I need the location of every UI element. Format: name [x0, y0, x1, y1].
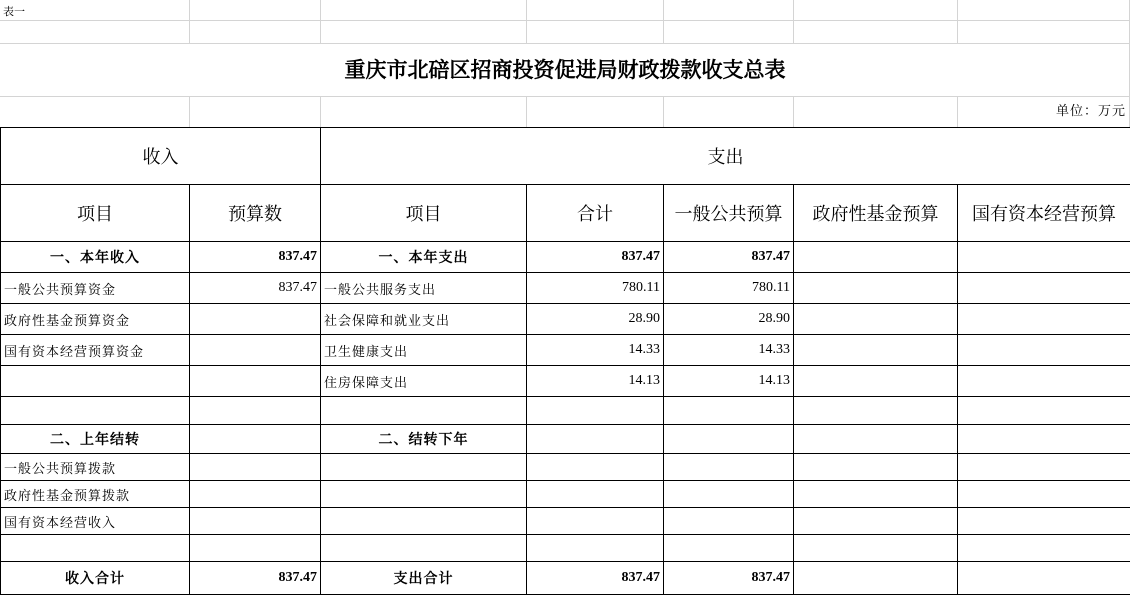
budget-table [0, 127, 1130, 595]
expense-total-cell [527, 481, 664, 508]
table-number-note: 表一 [3, 5, 25, 18]
general-budget-cell: 14.13 [664, 366, 794, 397]
col-header-expense-item: 项目 [321, 185, 527, 242]
table-row [1, 535, 1130, 562]
income-amount-cell [190, 425, 321, 454]
income-amount-cell [190, 481, 321, 508]
income-amount-cell [190, 535, 321, 562]
income-amount-cell: 837.47 [190, 562, 321, 595]
income-item-cell: 国有资本经营预算资金 [1, 335, 190, 366]
table-row [1, 562, 1130, 595]
expense-item-cell: 卫生健康支出 [321, 335, 527, 366]
col-header-income-item: 项目 [1, 185, 190, 242]
income-item-cell: 二、上年结转 [1, 425, 190, 454]
income-item-cell: 政府性基金预算拨款 [1, 481, 190, 508]
income-amount-cell [190, 508, 321, 535]
fund-budget-cell [794, 481, 958, 508]
expense-total-cell: 837.47 [527, 242, 664, 273]
state-capital-budget-cell [958, 366, 1130, 397]
expense-total-cell [527, 425, 664, 454]
income-item-cell: 国有资本经营收入 [1, 508, 190, 535]
general-budget-cell [664, 397, 794, 425]
col-header-general-budget: 一般公共预算 [664, 185, 794, 242]
table-row [1, 273, 1130, 304]
state-capital-budget-cell [958, 535, 1130, 562]
state-capital-budget-cell [958, 508, 1130, 535]
fund-budget-cell [794, 304, 958, 335]
general-budget-cell: 28.90 [664, 304, 794, 335]
state-capital-budget-cell [958, 273, 1130, 304]
header-row-group [1, 128, 1130, 185]
page-title: 重庆市北碚区招商投资促进局财政拨款收支总表 [344, 57, 786, 82]
expense-item-cell [321, 454, 527, 481]
fund-budget-cell [794, 242, 958, 273]
income-item-cell [1, 535, 190, 562]
expense-item-cell [321, 508, 527, 535]
expense-item-cell: 社会保障和就业支出 [321, 304, 527, 335]
expense-item-cell [321, 535, 527, 562]
expense-item-cell: 支出合计 [321, 562, 527, 595]
fund-budget-cell [794, 535, 958, 562]
income-item-cell: 政府性基金预算资金 [1, 304, 190, 335]
table-row [1, 242, 1130, 273]
general-budget-cell [664, 481, 794, 508]
expense-total-cell: 14.13 [527, 366, 664, 397]
state-capital-budget-cell [958, 242, 1130, 273]
fund-budget-cell [794, 397, 958, 425]
col-header-budget: 预算数 [190, 185, 321, 242]
expense-total-cell: 14.33 [527, 335, 664, 366]
expense-total-cell: 837.47 [527, 562, 664, 595]
expense-total-cell [527, 397, 664, 425]
general-budget-cell [664, 508, 794, 535]
state-capital-budget-cell [958, 481, 1130, 508]
fund-budget-cell [794, 425, 958, 454]
income-item-cell: 一般公共预算拨款 [1, 454, 190, 481]
table-row [1, 481, 1130, 508]
expense-item-cell [321, 481, 527, 508]
income-item-cell: 收入合计 [1, 562, 190, 595]
income-amount-cell [190, 454, 321, 481]
expense-item-cell: 二、结转下年 [321, 425, 527, 454]
expense-total-cell [527, 508, 664, 535]
col-header-state-capital-budget: 国有资本经营预算 [958, 185, 1130, 242]
income-header: 收入 [1, 128, 321, 185]
header-row-columns [1, 185, 1130, 242]
fund-budget-cell [794, 508, 958, 535]
income-amount-cell [190, 366, 321, 397]
table-row [1, 335, 1130, 366]
fund-budget-cell [794, 562, 958, 595]
income-amount-cell: 837.47 [190, 242, 321, 273]
expense-total-cell [527, 535, 664, 562]
income-item-cell [1, 366, 190, 397]
table-row [1, 366, 1130, 397]
general-budget-cell: 14.33 [664, 335, 794, 366]
fund-budget-cell [794, 335, 958, 366]
expense-item-cell [321, 397, 527, 425]
expense-header: 支出 [321, 128, 1130, 185]
state-capital-budget-cell [958, 335, 1130, 366]
general-budget-cell: 780.11 [664, 273, 794, 304]
income-amount-cell: 837.47 [190, 273, 321, 304]
state-capital-budget-cell [958, 454, 1130, 481]
fund-budget-cell [794, 454, 958, 481]
col-header-total: 合计 [527, 185, 664, 242]
col-header-fund-budget: 政府性基金预算 [794, 185, 958, 242]
expense-total-cell: 28.90 [527, 304, 664, 335]
expense-item-cell: 一般公共服务支出 [321, 273, 527, 304]
table-row [1, 304, 1130, 335]
state-capital-budget-cell [958, 562, 1130, 595]
income-item-cell: 一般公共预算资金 [1, 273, 190, 304]
income-amount-cell [190, 397, 321, 425]
state-capital-budget-cell [958, 397, 1130, 425]
table-row [1, 508, 1130, 535]
general-budget-cell: 837.47 [664, 242, 794, 273]
income-amount-cell [190, 304, 321, 335]
unit-label: 单位：万元 [1055, 104, 1126, 119]
general-budget-cell [664, 535, 794, 562]
expense-item-cell: 住房保障支出 [321, 366, 527, 397]
table-row [1, 397, 1130, 425]
general-budget-cell [664, 425, 794, 454]
state-capital-budget-cell [958, 304, 1130, 335]
state-capital-budget-cell [958, 425, 1130, 454]
expense-total-cell: 780.11 [527, 273, 664, 304]
income-amount-cell [190, 335, 321, 366]
income-item-cell: 一、本年收入 [1, 242, 190, 273]
expense-total-cell [527, 454, 664, 481]
general-budget-cell [664, 454, 794, 481]
table-row [1, 425, 1130, 454]
table-row [1, 454, 1130, 481]
income-item-cell [1, 397, 190, 425]
expense-item-cell: 一、本年支出 [321, 242, 527, 273]
fund-budget-cell [794, 366, 958, 397]
general-budget-cell: 837.47 [664, 562, 794, 595]
fund-budget-cell [794, 273, 958, 304]
